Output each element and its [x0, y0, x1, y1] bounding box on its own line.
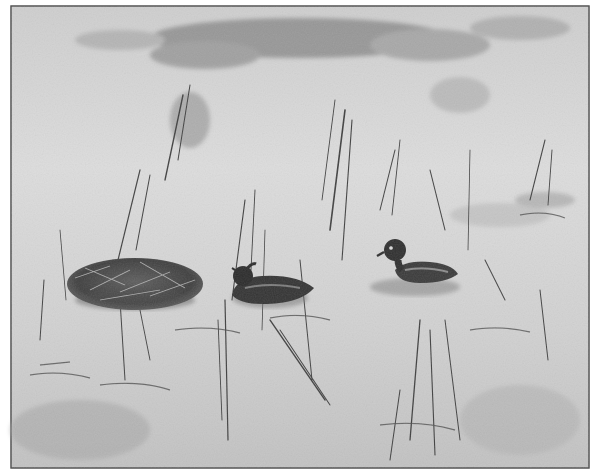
film-grain	[11, 6, 589, 468]
